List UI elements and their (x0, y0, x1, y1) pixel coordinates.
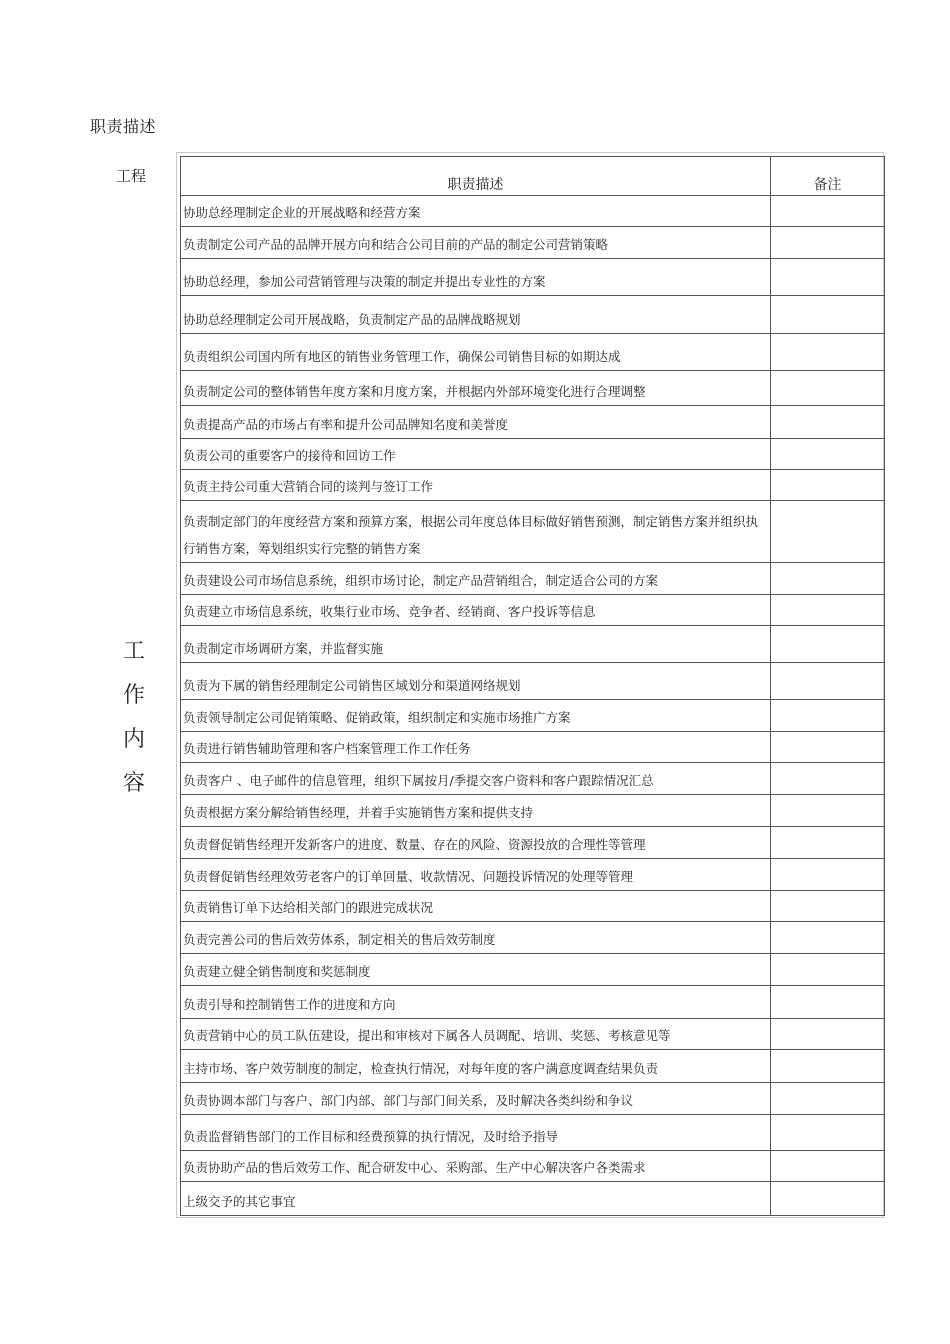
header-remarks: 备注 (771, 157, 885, 196)
duty-description-cell: 负责提高产品的市场占有率和提升公司品牌知名度和美誉度 (181, 406, 771, 439)
remarks-cell (771, 501, 885, 563)
duty-description-cell: 负责建设公司市场信息系统，组织市场讨论，制定产品营销组合，制定适合公司的方案 (181, 563, 771, 595)
page-heading: 职责描述 (90, 117, 157, 136)
duty-description-cell: 负责公司的重要客户的接待和回访工作 (181, 439, 771, 470)
table-row (181, 763, 885, 795)
table-row (181, 1019, 885, 1050)
table-row (181, 922, 885, 954)
table-row (181, 1151, 885, 1182)
remarks-cell (771, 406, 885, 439)
duty-description-cell: 负责客户 、电子邮件的信息管理，组织下属按月/季提交客户资料和客户跟踪情况汇总 (181, 763, 771, 795)
table-row (181, 595, 885, 626)
remarks-cell (771, 763, 885, 795)
remarks-cell (771, 827, 885, 859)
duty-description-cell: 负责进行销售辅助管理和客户档案管理工作工作任务 (181, 732, 771, 763)
duty-description-cell: 负责为下属的销售经理制定公司销售区域划分和渠道网络规划 (181, 663, 771, 700)
table-row (181, 891, 885, 922)
side-label-char: 作 (122, 683, 145, 708)
remarks-cell (771, 954, 885, 986)
duty-description-cell: 负责监督销售部门的工作目标和经费预算的执行情况，及时给予指导 (181, 1115, 771, 1151)
remarks-cell (771, 563, 885, 595)
table-row (181, 859, 885, 891)
remarks-cell (771, 986, 885, 1019)
remarks-cell (771, 795, 885, 827)
remarks-cell (771, 859, 885, 891)
table-row (181, 1050, 885, 1083)
remarks-cell (771, 1050, 885, 1083)
table-row (181, 296, 885, 334)
remarks-cell (771, 227, 885, 259)
table-row (181, 259, 885, 296)
remarks-cell (771, 1151, 885, 1182)
table-row (181, 1083, 885, 1115)
table-row (181, 501, 885, 563)
side-label-char: 容 (122, 771, 145, 796)
table-row (181, 663, 885, 700)
table-row (181, 795, 885, 827)
remarks-cell (771, 470, 885, 501)
table-row (181, 406, 885, 439)
duty-description-cell: 负责督促销售经理开发新客户的进度、数量、存在的风险、资源投放的合理性等管理 (181, 827, 771, 859)
remarks-cell (771, 259, 885, 296)
table-row (181, 954, 885, 986)
remarks-cell (771, 334, 885, 371)
table-row (181, 196, 885, 227)
duty-description-cell: 负责组织公司国内所有地区的销售业务管理工作，确保公司销售目标的如期达成 (181, 334, 771, 371)
duty-description-cell: 负责销售订单下达给相关部门的跟进完成状况 (181, 891, 771, 922)
duty-description-cell: 负责制定公司产品的品牌开展方向和结合公司目前的产品的制定公司营销策略 (181, 227, 771, 259)
table-row (181, 439, 885, 470)
header-description: 职责描述 (181, 157, 771, 196)
table-header-row (181, 157, 885, 196)
duty-description-cell: 上级交予的其它事宜 (181, 1182, 771, 1216)
duty-description-cell: 负责制定公司的整体销售年度方案和月度方案，并根据内外部环境变化进行合理调整 (181, 371, 771, 406)
table-row (181, 626, 885, 663)
duty-description-cell: 协助总经理，参加公司营销管理与决策的制定并提出专业性的方案 (181, 259, 771, 296)
duty-description-cell: 负责建立健全销售制度和奖惩制度 (181, 954, 771, 986)
table-row (181, 334, 885, 371)
duty-description-cell: 负责根据方案分解给销售经理，并着手实施销售方案和提供支持 (181, 795, 771, 827)
table-row (181, 1182, 885, 1216)
table-row (181, 563, 885, 595)
duty-description-cell: 负责领导制定公司促销策略、促销政策，组织制定和实施市场推广方案 (181, 700, 771, 732)
duty-description-cell: 负责建立市场信息系统，收集行业市场、竞争者、经销商、客户投诉等信息 (181, 595, 771, 626)
remarks-cell (771, 595, 885, 626)
table-row (181, 827, 885, 859)
table-row (181, 371, 885, 406)
duty-description-cell: 协助总经理制定公司开展战略，负责制定产品的品牌战略规划 (181, 296, 771, 334)
side-category-label (120, 630, 148, 806)
remarks-cell (771, 1115, 885, 1151)
duty-description-cell: 负责引导和控制销售工作的进度和方向 (181, 986, 771, 1019)
table-row (181, 470, 885, 501)
duty-description-cell: 负责协助产品的售后效劳工作、配合研发中心、采购部、生产中心解决客户各类需求 (181, 1151, 771, 1182)
duty-description-cell: 负责制定市场调研方案，并监督实施 (181, 626, 771, 663)
remarks-cell (771, 1182, 885, 1216)
side-label-char: 工 (122, 639, 145, 664)
table-row (181, 227, 885, 259)
remarks-cell (771, 891, 885, 922)
side-label-char: 内 (122, 727, 145, 752)
remarks-cell (771, 371, 885, 406)
duty-description-cell: 负责营销中心的员工队伍建设，提出和审核对下属各人员调配、培训、奖惩、考核意见等 (181, 1019, 771, 1050)
side-top-label: 工程 (116, 167, 147, 185)
table-row (181, 700, 885, 732)
table-row (181, 1115, 885, 1151)
duty-description-cell: 负责主持公司重大营销合同的谈判与签订工作 (181, 470, 771, 501)
table-row (181, 732, 885, 763)
duty-description-cell: 协助总经理制定企业的开展战略和经营方案 (181, 196, 771, 227)
remarks-cell (771, 1083, 885, 1115)
remarks-cell (771, 196, 885, 227)
remarks-cell (771, 1019, 885, 1050)
table-body (181, 196, 885, 1216)
duties-table (180, 156, 885, 1216)
remarks-cell (771, 732, 885, 763)
remarks-cell (771, 296, 885, 334)
remarks-cell (771, 626, 885, 663)
duty-description-cell: 负责协调本部门与客户、部门内部、部门与部门间关系，及时解决各类纠纷和争议 (181, 1083, 771, 1115)
duty-description-cell: 负责制定部门的年度经营方案和预算方案，根据公司年度总体目标做好销售预测，制定销售方案并组织执行销售方案，筹划组织实行完整的销售方案 (181, 501, 771, 563)
remarks-cell (771, 663, 885, 700)
remarks-cell (771, 439, 885, 470)
duty-description-cell: 主持市场、客户效劳制度的制定，检查执行情况，对每年度的客户满意度调查结果负责 (181, 1050, 771, 1083)
remarks-cell (771, 700, 885, 732)
duty-description-cell: 负责完善公司的售后效劳体系，制定相关的售后效劳制度 (181, 922, 771, 954)
table-row (181, 986, 885, 1019)
remarks-cell (771, 922, 885, 954)
duty-description-cell: 负责督促销售经理效劳老客户的订单回量、收款情况、问题投诉情况的处理等管理 (181, 859, 771, 891)
